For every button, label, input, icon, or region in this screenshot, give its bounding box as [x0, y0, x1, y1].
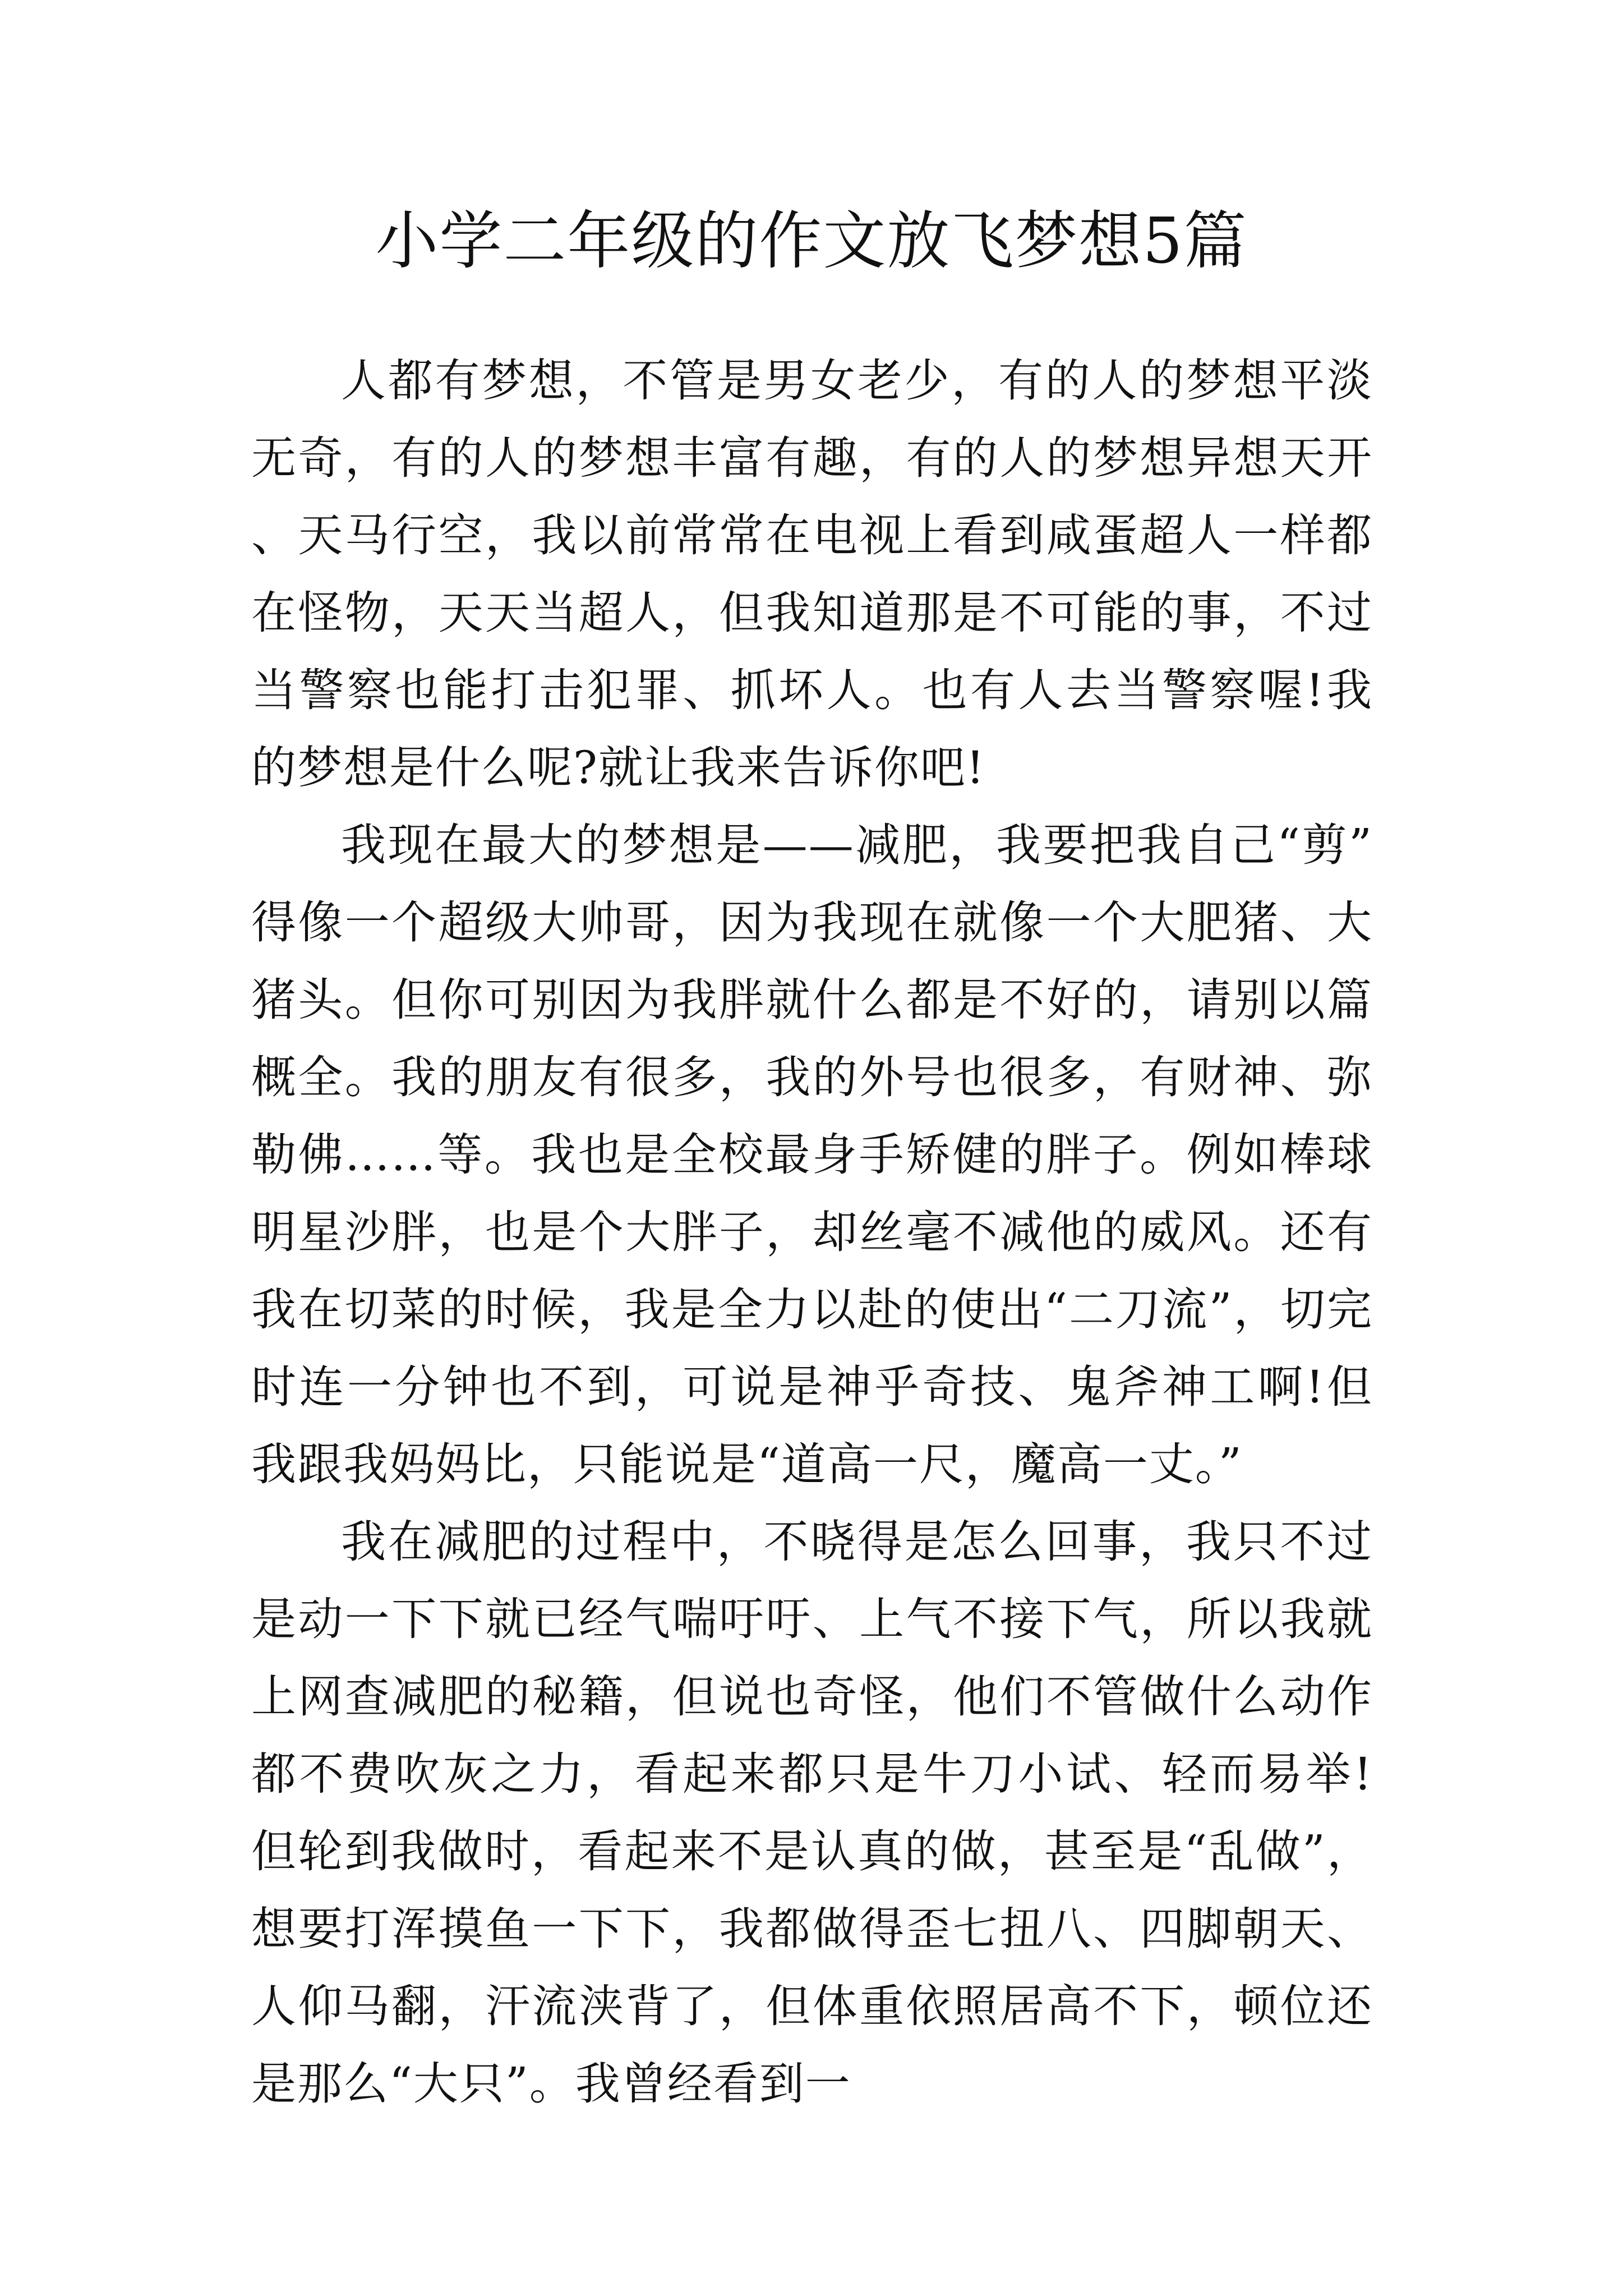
paragraph-3: 我在减肥的过程中，不晓得是怎么回事，我只不过是动一下下就已经气喘吁吁、上气不接下气，所以我就上网查减肥的秘籍，但说也奇怪，他们不管做什么动作都不费吹灰之力，看起来都只是牛刀小试、轻而易举!但轮到我做时，看起来不是认真的做，甚至是“乱做”，想要打浑摸鱼一下下，我都做得歪七扭八、四脚朝天、人仰马翻，汗流浃背了，但体重依照居高不下，顿位还是那么“大只”。我曾经看到一 — [251, 1516, 1373, 2110]
paragraph-1: 人都有梦想，不管是男女老少，有的人的梦想平淡无奇，有的人的梦想丰富有趣，有的人的梦想异想天开、天马行空，我以前常常在电视上看到咸蛋超人一样都在怪物，天天当超人，但我知道那是不可能的事，不过当警察也能打击犯罪、抓坏人。也有人去当警察喔!我的梦想是什么呢?就让我来告诉你吧! — [251, 355, 1373, 794]
document-body — [251, 342, 1373, 2123]
paragraph-2: 我现在最大的梦想是——减肥，我要把我自己“剪”得像一个超级大帅哥，因为我现在就像一个大肥猪、大猪头。但你可别因为我胖就什么都是不好的，请别以篇概全。我的朋友有很多，我的外号也很多，有财神、弥勒佛……等。我也是全校最身手矫健的胖子。例如棒球明星沙胖，也是个大胖子，却丝毫不减他的威风。还有我在切菜的时候，我是全力以赴的使出“二刀流”，切完时连一分钟也不到，可说是神乎奇技、鬼斧神工啊!但我跟我妈妈比，只能说是“道高一尺，魔高一丈。” — [251, 819, 1373, 1490]
document-title: 小学二年级的作文放飞梦想5篇 — [375, 205, 1248, 278]
